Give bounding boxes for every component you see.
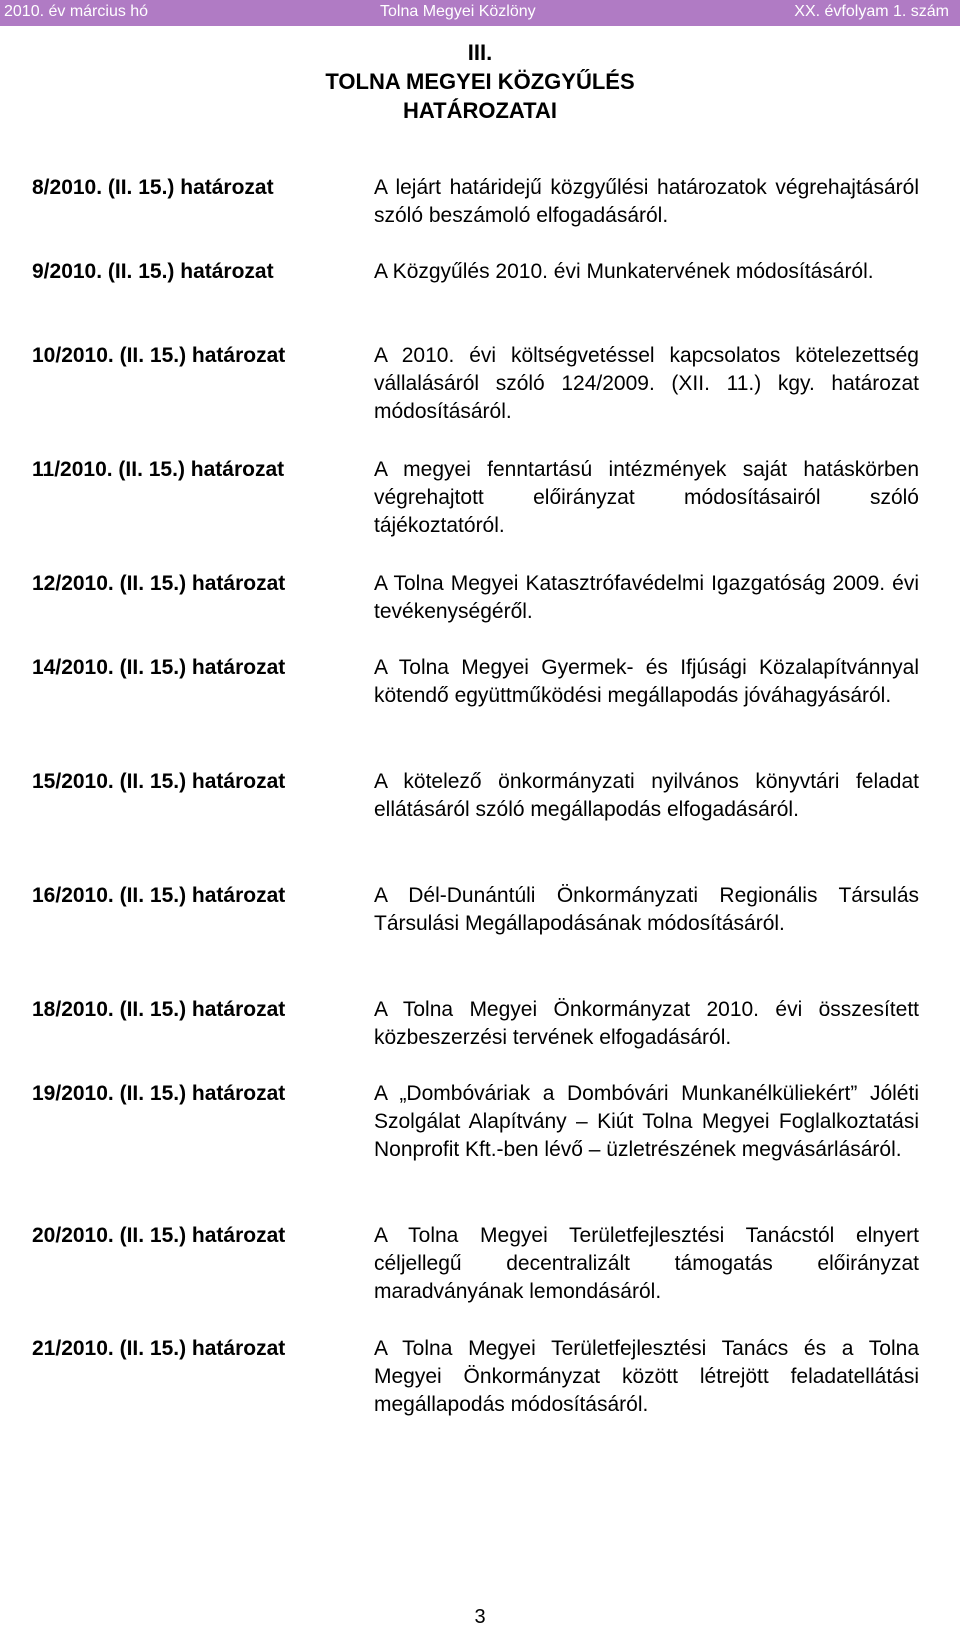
- resolution-id: 15/2010. (II. 15.) határozat: [32, 770, 286, 793]
- resolution-text: A 2010. évi költségvetéssel kapcsolatos kötelezettség vállalásáról szóló 124/2009. (XII. 11.) kgy. határozat módosításáról.: [374, 344, 919, 423]
- resolution-id: 14/2010. (II. 15.) határozat: [32, 656, 286, 679]
- resolution-id: 10/2010. (II. 15.) határozat: [32, 344, 286, 367]
- resolution-text: A Tolna Megyei Katasztrófavédelmi Igazgatóság 2009. évi tevékenységéről.: [374, 572, 919, 623]
- resolution-id: 16/2010. (II. 15.) határozat: [32, 884, 286, 907]
- resolution-id: 20/2010. (II. 15.) határozat: [32, 1224, 286, 1247]
- resolution-text: A Tolna Megyei Területfejlesztési Tanács és a Tolna Megyei Önkormányzat között létrejött feladatellátási megállapodás módosításáról.: [374, 1337, 919, 1416]
- header-volume: XX. évfolyam 1. szám: [794, 3, 949, 20]
- resolution-id: 8/2010. (II. 15.) határozat: [32, 176, 274, 199]
- resolution-id: 11/2010. (II. 15.) határozat: [32, 458, 285, 481]
- section-subheading: HATÁROZATAI: [403, 98, 557, 123]
- resolution-id: 12/2010. (II. 15.) határozat: [32, 572, 286, 595]
- resolution-id: 18/2010. (II. 15.) határozat: [32, 998, 286, 1021]
- resolution-id: 21/2010. (II. 15.) határozat: [32, 1337, 286, 1360]
- page-number: 3: [474, 1606, 486, 1628]
- resolution-text: A kötelező önkormányzati nyilvános könyvtári feladat ellátásáról szóló megállapodás elfogadásáról.: [374, 770, 919, 821]
- resolution-text: A megyei fenntartású intézmények saját hatáskörben végrehajtott előirányzat módosításairól szóló tájékoztatóról.: [374, 458, 919, 537]
- resolution-text: A Tolna Megyei Gyermek- és Ifjúsági Közalapítvánnyal kötendő együttműködési megállapodás jóváhagyásáról.: [374, 656, 919, 707]
- resolution-text: A lejárt határidejű közgyűlési határozatok végrehajtásáról szóló beszámoló elfogadásáról.: [374, 176, 919, 227]
- header-date: 2010. év március hó: [4, 3, 149, 20]
- resolution-text: A „Dombóváriak a Dombóvári Munkanélküliekért” Jóléti Szolgálat Alapítvány – Kiút Tolna Megyei Foglalkoztatási Nonprofit Kft.-ben lévő – üzletrészének megvásárlásáról.: [374, 1082, 919, 1161]
- resolution-id: 19/2010. (II. 15.) határozat: [32, 1082, 286, 1105]
- resolution-text: A Tolna Megyei Területfejlesztési Tanácstól elnyert céljellegű decentralizált támogatás előirányzat maradványának lemondásáról.: [374, 1224, 919, 1303]
- resolution-text: A Tolna Megyei Önkormányzat 2010. évi összesített közbeszerzési tervének elfogadásáról.: [374, 998, 919, 1049]
- resolution-id: 9/2010. (II. 15.) határozat: [32, 260, 274, 283]
- header-publication: Tolna Megyei Közlöny: [380, 3, 536, 20]
- section-heading: TOLNA MEGYEI KÖZGYŰLÉS: [325, 69, 635, 94]
- resolution-text: A Közgyűlés 2010. évi Munkatervének módosításáról.: [374, 260, 874, 283]
- section-number: III.: [467, 40, 493, 65]
- resolution-text: A Dél-Dunántúli Önkormányzati Regionális Társulás Társulási Megállapodásának módosításáról.: [374, 884, 919, 935]
